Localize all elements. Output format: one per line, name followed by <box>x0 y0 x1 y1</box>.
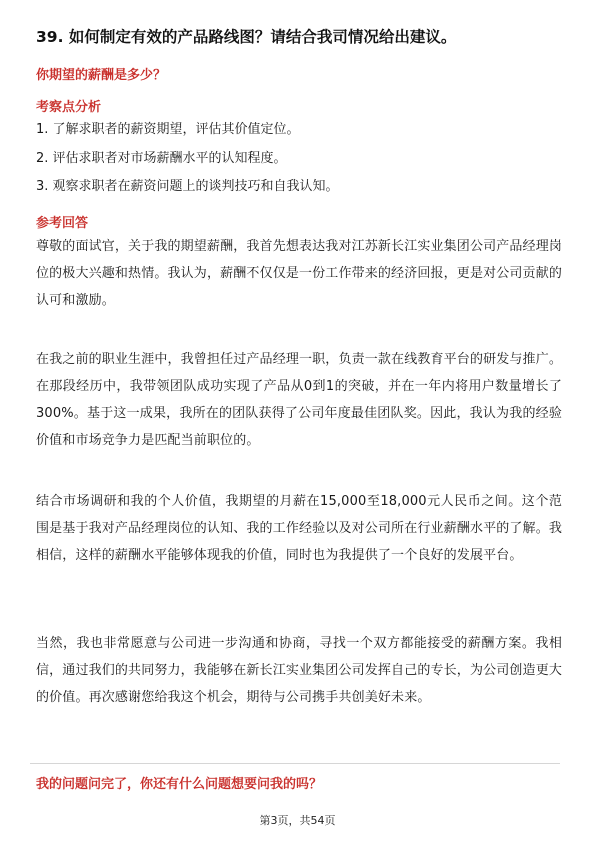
analysis-heading: 考察点分析 <box>36 100 102 115</box>
divider <box>30 763 560 764</box>
page-number: 第3页，共54页 <box>259 814 336 827</box>
question-title: 39. 如何制定有效的产品路线图？请结合我司情况给出建议。 <box>36 28 457 46</box>
analysis-point: 2. 评估求职者对市场薪酬水平的认知程度。 <box>36 151 287 166</box>
answer-paragraph: 当然，我也非常愿意与公司进一步沟通和协商，寻找一个双方都能接受的薪酬方案。我相信，通过我们的共同努力，我能够在新长江实业集团公司发挥自己的专长，为公司创造更大的价值。再次感谢您给我这个机会，期待与公司携手共创美好未来。 <box>36 636 563 705</box>
answer-paragraph: 在我之前的职业生涯中，我曾担任过产品经理一职，负责一款在线教育平台的研发与推广。在那段经历中，我带领团队成功实现了产品从0到1的突破，并在一年内将用户数量增长了300%。基于这一成果，我所在的团队获得了公司年度最佳团队奖。因此，我认为我的经验价值和市场竞争力是匹配当前职位的。 <box>36 352 563 448</box>
section-heading: 你期望的薪酬是多少？ <box>36 68 167 83</box>
closing-question: 我的问题问完了，你还有什么问题想要问我的吗？ <box>36 777 323 792</box>
answer-paragraph: 尊敬的面试官，关于我的期望薪酬，我首先想表达我对江苏新长江实业集团公司产品经理岗位的极大兴趣和热情。我认为，薪酬不仅仅是一份工作带来的经济回报，更是对公司贡献的认可和激励。 <box>36 239 563 308</box>
answer-heading: 参考回答 <box>36 216 89 231</box>
analysis-point: 1. 了解求职者的薪资期望，评估其价值定位。 <box>36 122 300 137</box>
answer-paragraph: 结合市场调研和我的个人价值，我期望的月薪在15,000至18,000元人民币之间。这个范围是基于我对产品经理岗位的认知、我的工作经验以及对公司所在行业薪酬水平的了解。我相信，这样的薪酬水平能够体现我的价值，同时也为我提供了一个良好的发展平台。 <box>36 494 563 563</box>
analysis-point: 3. 观察求职者在薪资问题上的谈判技巧和自我认知。 <box>36 179 339 194</box>
